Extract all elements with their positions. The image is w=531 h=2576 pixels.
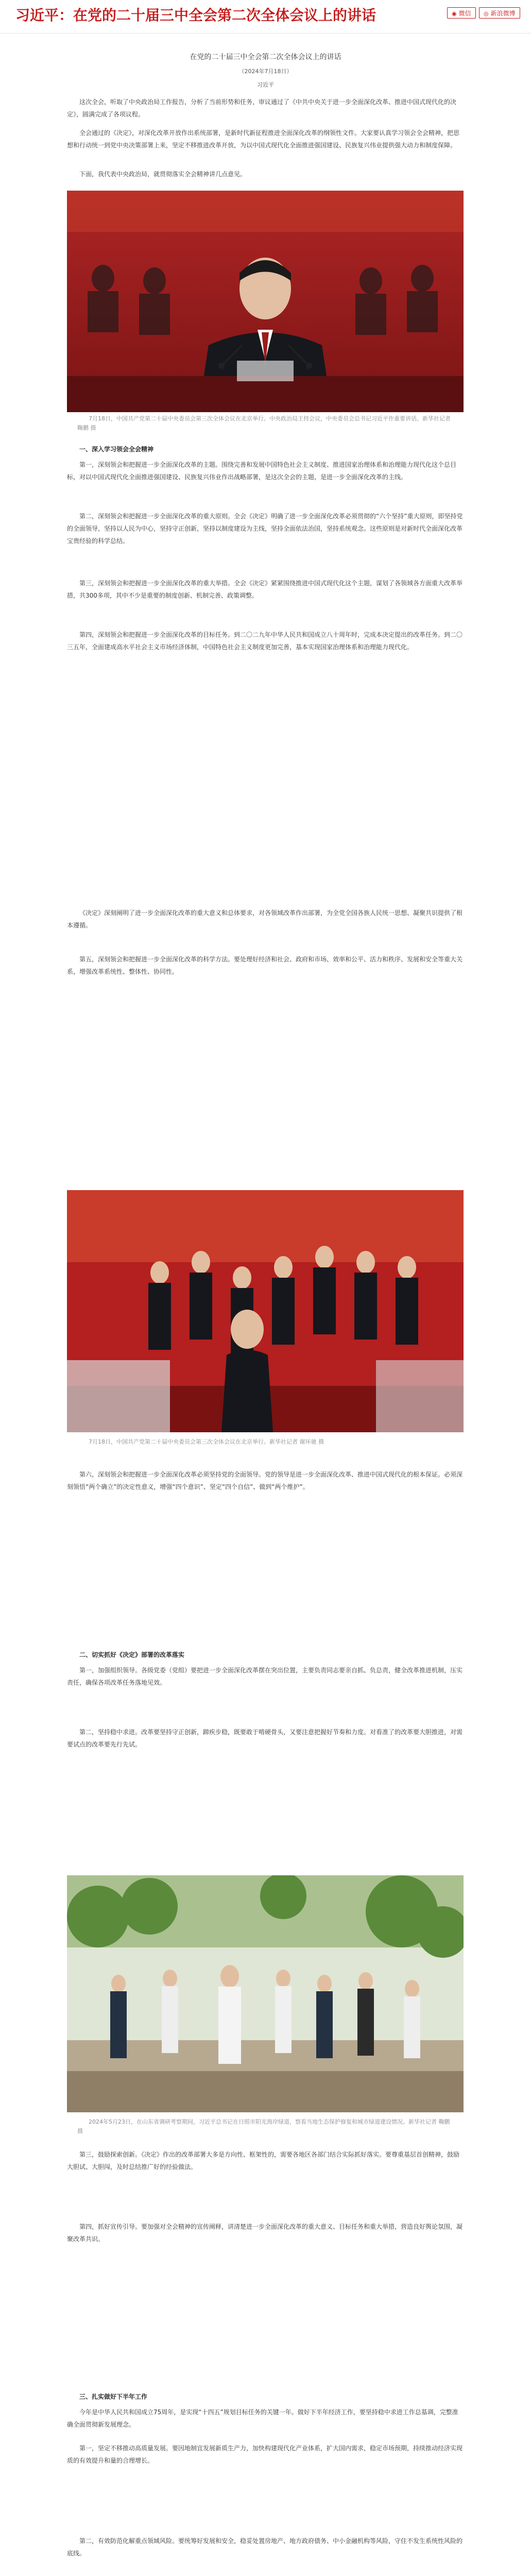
weibo-icon: ◎ xyxy=(484,10,489,17)
article-subtitle: 在党的二十届三中全会第二次全体会议上的讲话 xyxy=(190,53,341,61)
section2-paragraph-1: 第一，加强组织领导。各级党委（党组）要把进一步全面深化改革摆在突出位置，主要负责同志要亲自抓、负总责，健全改革推进机制，压实责任，确保各项改革任务落地见效。 xyxy=(67,1667,463,1686)
section3-paragraph-2: 第一，坚定不移推动高质量发展。要因地制宜发展新质生产力，加快构建现代化产业体系，扩大国内需求，稳定市场预期，持续推动经济实现质的有效提升和量的合理增长。 xyxy=(67,2445,463,2464)
section3-paragraph-3: 第二，有效防范化解重点领域风险。要统筹好发展和安全，稳妥处置房地产、地方政府债务、中小金融机构等风险，守住不发生系统性风险的底线。 xyxy=(67,2537,463,2557)
page-header xyxy=(0,0,531,33)
section1b-paragraph-1: 《决定》深刻阐明了进一步全面深化改革的重大意义和总体要求，对各领域改革作出部署，为全党全国各族人民统一思想、凝聚共识提供了根本遵循。 xyxy=(67,909,463,929)
wechat-share-button[interactable] xyxy=(447,7,476,19)
section2b-paragraph-1: 第三，鼓励探索创新。《决定》作出的改革部署大多是方向性、框架性的，需要各地区各部门结合实际抓好落实。要尊重基层首创精神，鼓励大胆试、大胆闯，及时总结推广好的经验做法。 xyxy=(67,2151,460,2171)
photo-caption-1: 7月18日，中国共产党第二十届中央委员会第三次全体会议在北京举行。中央政治局主持会议，中央委员会总书记习近平作重要讲话。新华社记者 鞠鹏 摄 xyxy=(77,415,451,431)
section1-paragraph-1: 第一，深刻领会和把握进一步全面深化改革的主题。围绕完善和发展中国特色社会主义制度、推进国家治理体系和治理能力现代化这个总目标，对以中国式现代化全面推进强国建设、民族复兴伟业作出战略部署，是这次全会的主题，是进一步全面深化改革的主线。 xyxy=(67,461,457,481)
photo-outdoor-inspection xyxy=(67,1875,464,2112)
section1-paragraph-3: 第三，深刻领会和把握进一步全面深化改革的重大举措。全会《决定》紧紧围绕推进中国式现代化这个主题，谋划了各领域各方面重大改革举措，共300多项，其中不少是重要的制度创新、机制完善、政策调整。 xyxy=(67,580,463,599)
section1-paragraph-4: 第四，深刻领会和把握进一步全面深化改革的目标任务。到二〇二九年中华人民共和国成立八十周年时，完成本决定提出的改革任务。到二〇三五年，全面建成高水平社会主义市场经济体制，中国特色社会主义制度更加完善，基本实现国家治理体系和治理能力现代化。 xyxy=(67,631,463,651)
section1-paragraph-2: 第二，深刻领会和把握进一步全面深化改革的重大原则。全会《决定》明确了进一步全面深化改革必须贯彻的“六个坚持”重大原则，即坚持党的全面领导，坚持以人民为中心，坚持守正创新，坚持以制度建设为主线，坚持全面依法治国，坚持系统观念。这些原则是对新时代全面深化改革宝贵经验的科学总结。 xyxy=(67,513,463,545)
photo-plenary-speech-drawing xyxy=(67,191,464,412)
weibo-share-button[interactable] xyxy=(479,7,520,19)
section-heading-1: 一、深入学习领会全会精神 xyxy=(79,446,154,453)
section3-paragraph-1: 今年是中华人民共和国成立75周年，是实现“十四五”规划目标任务的关键一年。做好下半年经济工作，要坚持稳中求进工作总基调，完整准确全面贯彻新发展理念。 xyxy=(67,2409,458,2428)
photo-outdoor-inspection-drawing xyxy=(67,1875,464,2112)
photo-plenary-speech xyxy=(67,191,464,412)
intro-paragraph-2: 全会通过的《决定》，对深化改革开放作出系统部署，是新时代新征程推进全面深化改革的纲领性文件。大家要认真学习领会全会精神，把思想和行动统一到党中央决策部署上来，坚定不移推进改革开放，为以中国式现代化全面推进强国建设、民族复兴伟业提供强大动力和制度保障。 xyxy=(67,129,460,149)
section-heading-2: 二、切实抓好《决定》部署的改革落实 xyxy=(79,1651,185,1658)
intro-paragraph-1: 这次全会，听取了中央政治局工作报告，分析了当前形势和任务，审议通过了《中共中央关于进一步全面深化改革、推进中国式现代化的决定》，圆满完成了各项议程。 xyxy=(67,98,457,118)
section1b-paragraph-2: 第五，深刻领会和把握进一步全面深化改革的科学方法。要处理好经济和社会、政府和市场、效率和公平、活力和秩序、发展和安全等重大关系，增强改革系统性、整体性、协同性。 xyxy=(67,956,463,975)
intro-paragraph-3: 下面，我代表中央政治局，就贯彻落实全会精神讲几点意见。 xyxy=(79,171,247,178)
weibo-label: 新浪微博 xyxy=(490,10,516,17)
section-heading-3: 三、扎实做好下半年工作 xyxy=(79,2393,148,2400)
photo-caption-2: 7月18日，中国共产党第二十届中央委员会第三次全体会议在北京举行。新华社记者 谢环驰 摄 xyxy=(89,1438,324,1445)
section2b-paragraph-2: 第四，抓好宣传引导。要加强对全会精神的宣传阐释，讲清楚进一步全面深化改革的重大意义、目标任务和重大举措，营造良好舆论氛围，凝聚改革共识。 xyxy=(67,2223,463,2243)
section2-paragraph-2: 第二，坚持稳中求进。改革要坚持守正创新，蹄疾步稳，既要敢于啃硬骨头，又要注意把握好节奏和力度。对看准了的改革要大胆推进，对需要试点的改革要先行先试。 xyxy=(67,1728,463,1748)
page-title: 习近平：在党的二十届三中全会第二次全体会议上的讲话 xyxy=(15,7,376,24)
photo-leaders-entering xyxy=(67,1190,464,1432)
wechat-label: 微信 xyxy=(458,10,471,17)
article-author: 习近平 xyxy=(257,81,274,88)
section1c-paragraph: 第六，深刻领会和把握进一步全面深化改革必须坚持党的全面领导。党的领导是进一步全面深化改革、推进中国式现代化的根本保证。必须深刻领悟“两个确立”的决定性意义，增强“四个意识”、坚定“四个自信”、做到“两个维护”。 xyxy=(67,1471,463,1490)
article-date: （2024年7月18日） xyxy=(238,68,293,75)
photo-caption-3: 2024年5月23日，在山东省调研考察期间，习近平总书记在日照市阳光海岸绿道，察看当地生态保护修复和城市绿道建设情况。新华社记者 鞠鹏 摄 xyxy=(77,2119,450,2134)
wechat-icon: ◉ xyxy=(452,10,457,17)
photo-leaders-entering-drawing xyxy=(67,1190,464,1432)
